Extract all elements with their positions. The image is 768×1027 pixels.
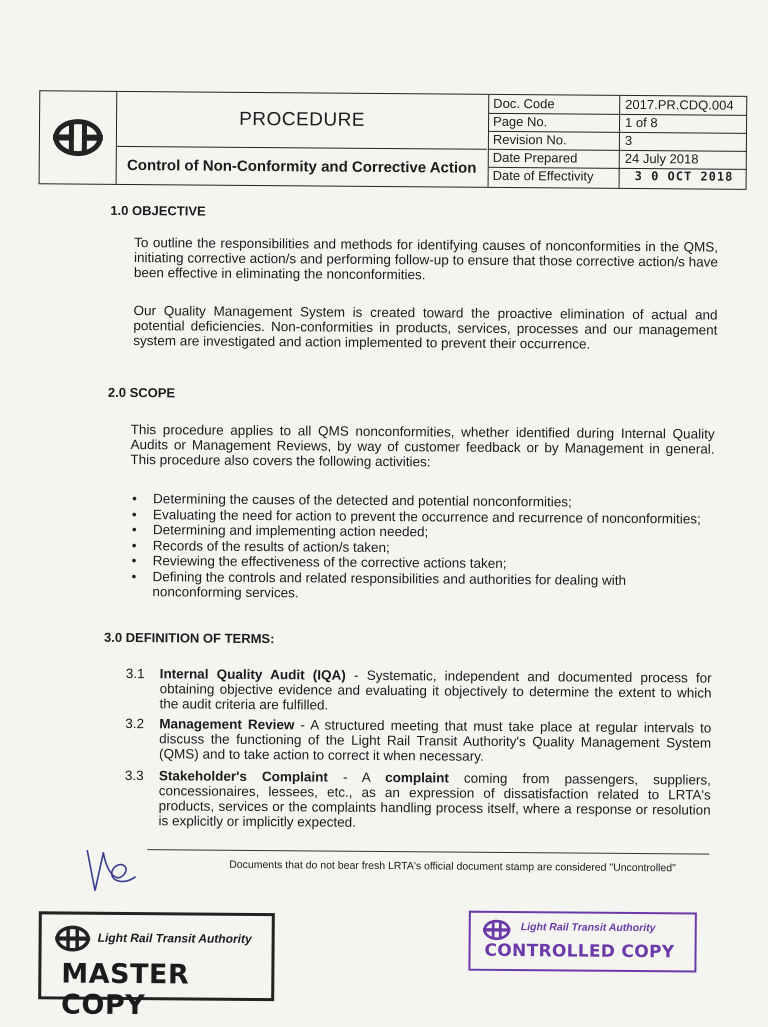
meta-row (489, 167, 747, 187)
list-item: • Reviewing the effectiveness of the corrective actions taken; (128, 553, 714, 573)
definition-body: A structured meeting that must take place at regular intervals to discuss the functioning of the Light Rail Transit Authority's Quality Management System (QMS) and to take action to correct it when necessary. (159, 717, 712, 764)
section-heading-definitions: 3.0 DEFINITION OF TERMS: (103, 629, 275, 647)
document-title: Control of Non-Conformity and Corrective Action (126, 156, 477, 177)
definition-item (125, 666, 711, 721)
list-item: • Defining the controls and related responsibilities and authorities for dealing with nonconforming services. (127, 568, 713, 604)
controlled-copy-stamp (468, 911, 696, 973)
scope-paragraph: This procedure applies to all QMS nonconformities, whether identified during Internal Quality Audits or Management Reviews, by way of customer feedback or by Management in general. This procedure also covers the following activities: (130, 422, 715, 470)
definition-text: Management Review - A structured meeting that must take place at regular intervals to discuss the functioning of the Light Rail Transit Authority's Quality Management System (QMS) and to take action to correct it when necessary. (159, 716, 712, 764)
definition-term: Management Review (159, 716, 295, 733)
definition-term: Stakeholder's Complaint (158, 768, 329, 785)
stamp-label: MASTER COPY (60, 958, 190, 1022)
section-heading-scope: 2.0 SCOPE (107, 384, 176, 401)
definition-item (125, 716, 711, 771)
handwritten-signature (77, 843, 147, 899)
meta-key: Page No. (493, 113, 548, 130)
definition-number: 3.1 (125, 665, 145, 682)
meta-key: Date Prepared (492, 149, 578, 166)
document-header (39, 90, 748, 190)
lrta-logo-icon (54, 924, 92, 952)
lrta-logo-icon (479, 919, 515, 941)
meta-value: 1 of 8 (625, 114, 658, 131)
stamp-org-name: Light Rail Transit Authority (520, 921, 656, 935)
meta-value: 24 July 2018 (624, 150, 699, 167)
uncontrolled-notice: Documents that do not bear fresh LRTA's official document stamp are considered "Uncontrolled" (229, 858, 676, 875)
scope-activity-list (127, 491, 714, 604)
meta-key: Doc. Code (493, 95, 555, 112)
meta-key: Revision No. (492, 131, 567, 148)
list-item: • Records of the results of action/s taken; (128, 537, 714, 557)
definition-item (124, 768, 710, 837)
document-type-title: PROCEDURE (117, 92, 487, 150)
objective-paragraph-2: Our Quality Management System is created toward the proactive elimination of actual and potential deficiencies. Non-conformities in products, services, processes and our management system are investigated and action implemented to prevent their occurrence. (133, 303, 718, 352)
definition-text: Internal Quality Audit (IQA) - Systematic, independent and documented process for obtaining objective evidence and evaluating it objectively to determine the extent to which the audit criteria are fulfilled. (159, 666, 712, 713)
meta-value: 3 (624, 132, 633, 148)
list-item: • Determining the causes of the detected and potential nonconformities; (128, 491, 714, 511)
master-copy-stamp (38, 911, 275, 1022)
objective-paragraph-1: To outline the responsibilities and methods for identifying causes of nonconformities in the QMS, initiating corrective action/s and performing follow-up to ensure that those corrective action/s have been effective in eliminating the nonconformities. (133, 235, 719, 283)
meta-value: 2017.PR.CDQ.004 (625, 96, 734, 113)
definition-number: 3.2 (125, 715, 145, 732)
footer-divider (147, 849, 709, 854)
stamp-label: CONTROLLED COPY (484, 940, 675, 963)
definition-number: 3.3 (124, 767, 144, 784)
definition-term: Internal Quality Audit (IQA) (159, 666, 346, 683)
definition-text: Stakeholder's Complaint - A complaint coming from passengers, suppliers, concessionaires, lessees, etc., as an expression of dissatisfaction related to LRTA's products, services or the complaints handling process itself, where a response or resolution is explicitly or implicitly expected. (158, 768, 711, 830)
lrta-logo (40, 91, 118, 184)
document-meta-table (488, 95, 748, 189)
definition-term-2: complaint (385, 770, 449, 786)
definition-body: Systematic, independent and documented process for obtaining objective evidence and evaluating it objectively to determine the extent to which the audit criteria are fulfilled. (159, 667, 712, 713)
list-item: • Evaluating the need for action to prevent the occurrence and recurrence of nonconformities; (128, 506, 714, 526)
effectivity-date-stamp: 3 0 OCT 2018 (634, 168, 734, 184)
section-heading-objective: 1.0 OBJECTIVE (110, 202, 206, 219)
meta-key: Date of Effectivity (492, 167, 594, 184)
list-item: • Determining and implementing action needed; (128, 522, 714, 542)
definition-body: coming from passengers, suppliers, concessionaires, lessees, etc., as an expression of dissatisfaction related to LRTA's products, services or the complaints handling process itself, where a response or resolution is explicitly or implicitly expected. (158, 770, 711, 830)
stamp-org-name: Light Rail Transit Authority (97, 930, 252, 946)
